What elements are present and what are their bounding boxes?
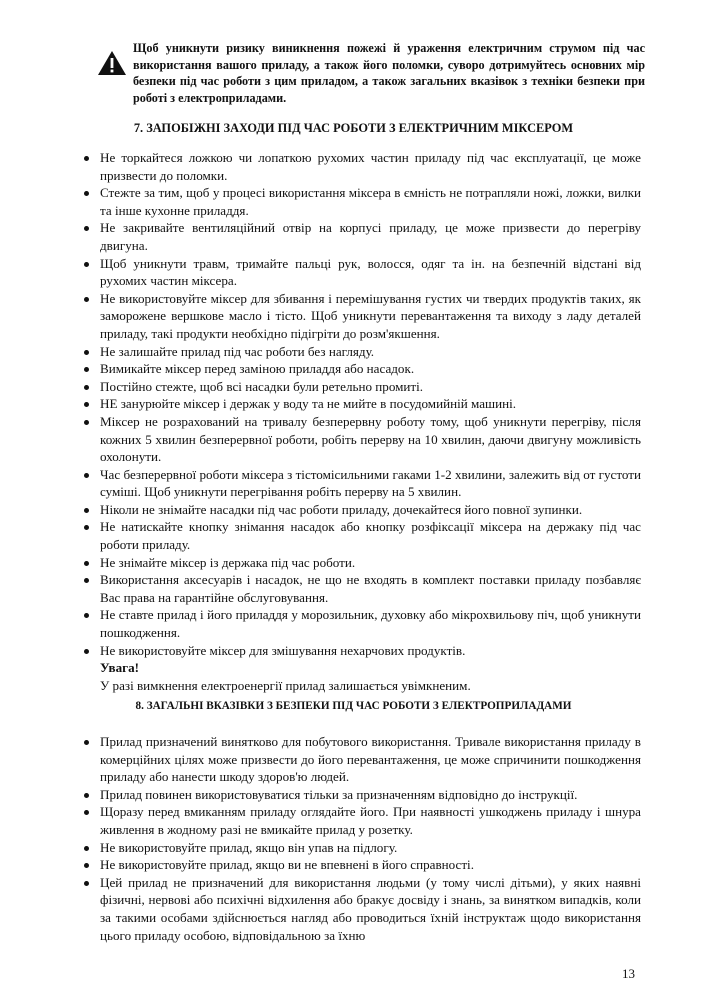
list-item: Прилад повинен використовуватися тільки за призначенням відповідно до інструкції.: [75, 786, 641, 804]
bullet-icon: [84, 881, 89, 886]
list-item: Час безперервної роботи міксера з тістомісильними гаками 1-2 хвилини, залежить від от густоти суміші. Щоб уникнути перегрівання робіть перерву на 5 хвилин.: [75, 466, 641, 501]
bullet-icon: [84, 156, 89, 161]
bullet-icon: [84, 473, 89, 478]
bullet-icon: [84, 578, 89, 583]
list-item: Вимикайте міксер перед заміною приладдя або насадок.: [75, 360, 641, 378]
list-item: Не використовуйте міксер для змішування нехарчових продуктів. Увага! У разі вимкнення електроенергії прилад залишається увімкненим.: [75, 642, 641, 695]
note-text: У разі вимкнення електроенергії прилад залишається увімкненим.: [100, 677, 471, 693]
note-title: Увага!: [100, 660, 140, 676]
list-item: Не залишайте прилад під час роботи без нагляду.: [75, 343, 641, 361]
list-item: НЕ занурюйте міксер і держак у воду та не мийте в посудомийній машині.: [75, 395, 641, 413]
bullet-icon: [84, 863, 89, 868]
warning-text: Щоб уникнути ризику виникнення пожежі й ураження електричним струмом під час використання вашого приладу, а також його поломки, суворо дотримуйтесь основних мір безпеки під час роботи з цим приладом, а також загальних вказівок з техніки безпеки при роботі з електроприладами.: [133, 41, 645, 105]
list-item: Стежте за тим, щоб у процесі використання міксера в ємність не потрапляли ножі, ложки, вилки та інше кухонне приладдя.: [75, 184, 641, 219]
warning-triangle-icon: [97, 50, 127, 76]
list-item: Використання аксесуарів і насадок, не що не входять в комплект поставки приладу позбавляє Вас права на гарантійне обслуговування.: [75, 571, 641, 606]
list-item: Щоб уникнути травм, тримайте пальці рук, волосся, одяг та ін. на безпечній відстані від рухомих частин міксера.: [75, 255, 641, 290]
list-item: Не використовуйте прилад, якщо ви не впевнені в його справності.: [75, 856, 641, 874]
list-item: Не натискайте кнопку знімання насадок або кнопку розфіксації міксера на держаку під час роботи приладу.: [75, 518, 641, 553]
list-item: Міксер не розрахований на тривалу безперервну роботу тому, щоб уникнути перегріву, після кожних 5 хвилин безперервної роботи, робіть перерву на 10 хвилин, даючи двигуну можливість охолонути.: [75, 413, 641, 466]
section-7-list: [75, 149, 641, 694]
list-item: Не торкайтеся ложкою чи лопаткою рухомих частин приладу під час експлуатації, це може призвести до поломки.: [75, 149, 641, 184]
bullet-icon: [84, 810, 89, 815]
bullet-icon: [84, 262, 89, 267]
bullet-icon: [84, 191, 89, 196]
list-item: Цей прилад не призначений для використання людьми (у тому числі дітьми), у яких наявні фізичні, нервові або психічні відхилення або бракує досвіду і знань, за винятком випадків, коли за такими особами здійснюється нагляд або проводиться їхній інструктаж щодо використання цього приладу особою, відповідальною за їхню: [75, 874, 641, 944]
bullet-icon: [84, 561, 89, 566]
bullet-icon: [84, 613, 89, 618]
bullet-icon: [84, 740, 89, 745]
bullet-icon: [84, 420, 89, 425]
section-8-title: 8. ЗАГАЛЬНІ ВКАЗІВКИ З БЕЗПЕКИ ПІД ЧАС РОБОТИ З ЕЛЕКТРОПРИЛАДАМИ: [135, 700, 572, 712]
bullet-icon: [84, 525, 89, 530]
bullet-icon: [84, 226, 89, 231]
bullet-icon: [84, 367, 89, 372]
bullet-icon: [84, 793, 89, 798]
bullet-icon: [84, 649, 89, 654]
page-number: 13: [622, 966, 635, 981]
list-item: Не ставте прилад і його приладдя у морозильник, духовку або мікрохвильову піч, щоб уникнути пошкодження.: [75, 606, 641, 641]
list-item: Не закривайте вентиляційний отвір на корпусі приладу, це може призвести до перегріву двигуна.: [75, 219, 641, 254]
section-7-title: 7. ЗАПОБІЖНІ ЗАХОДИ ПІД ЧАС РОБОТИ З ЕЛЕКТРИЧНИМ МІКСЕРОМ: [133, 121, 574, 135]
section-8-list: [75, 733, 641, 944]
list-item: Не використовуйте прилад, якщо він упав на підлогу.: [75, 839, 641, 857]
list-item: Ніколи не знімайте насадки під час роботи приладу, дочекайтеся його повної зупинки.: [75, 501, 641, 519]
list-item: Не використовуйте міксер для збивання і перемішування густих чи твердих продуктів таких, як заморожене вершкове масло і тісто. Щоб уникнути перевантаження та виходу з ладу деталей приладу, такі продукти необхідно підігріти до розм'якшення.: [75, 290, 641, 343]
list-item: Щоразу перед вмиканням приладу оглядайте його. При наявності ушкоджень приладу і шнура живлення в жодному разі не вмикайте прилад у розетку.: [75, 803, 641, 838]
bullet-icon: [84, 297, 89, 302]
bullet-icon: [84, 846, 89, 851]
bullet-icon: [84, 508, 89, 513]
list-item: Не знімайте міксер із держака під час роботи.: [75, 554, 641, 572]
bullet-icon: [84, 350, 89, 355]
bullet-icon: [84, 402, 89, 407]
warning-block: [97, 40, 645, 106]
list-item: Прилад призначений винятково для побутового використання. Тривале використання приладу в комерційних цілях може призвести до його перевантаження, це може спричинити пошкодження приладу або нанести шкоду здоров'ю людей.: [75, 733, 641, 786]
list-item: Постійно стежте, щоб всі насадки були ретельно промиті.: [75, 378, 641, 396]
bullet-icon: [84, 385, 89, 390]
